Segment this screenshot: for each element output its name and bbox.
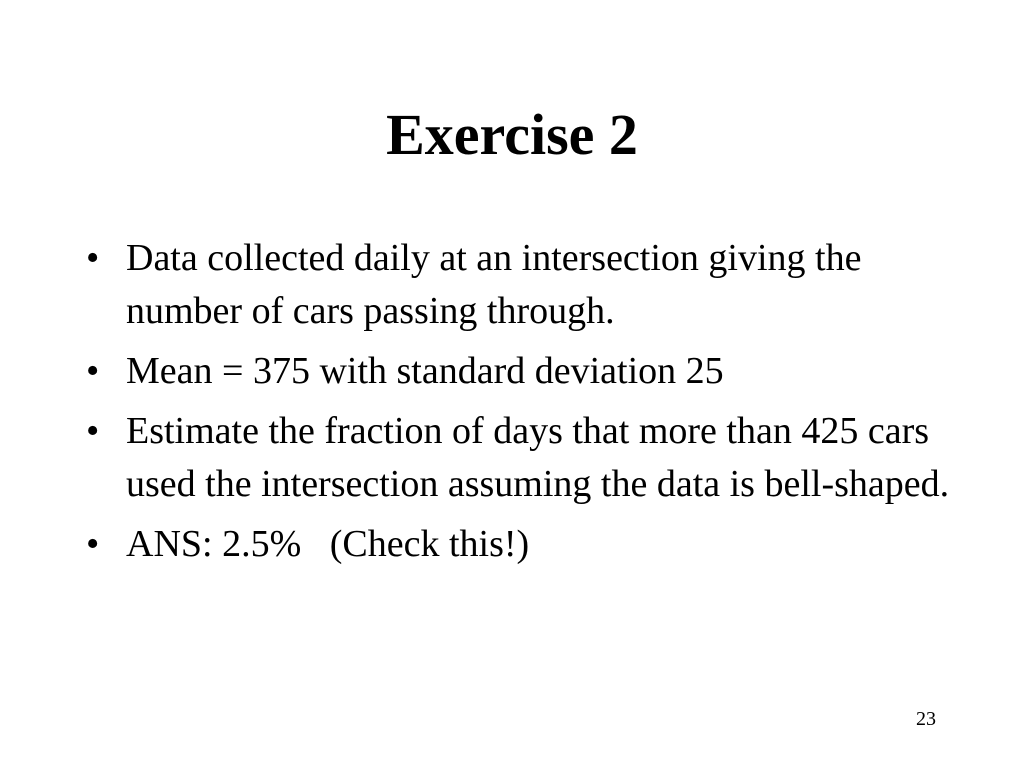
page-number: 23 [916,708,936,730]
bullet-icon: • [86,350,100,392]
bullet-item-answer [86,518,966,571]
bullet-icon: • [86,523,100,565]
bullet-text: Mean = 375 with standard deviation 25 [126,350,724,392]
bullet-icon: • [86,410,100,452]
bullet-item-mean [86,345,966,398]
bullet-icon: • [86,237,100,279]
bullet-text: Estimate the fraction of days that more than 425 cars used the intersection assuming the data is bell-shaped. [126,410,950,505]
bullet-item-data-collected [86,232,966,338]
slide-title: Exercise 2 [386,102,638,167]
bullet-list [86,232,966,578]
bullet-item-estimate [86,405,966,511]
bullet-text: Data collected daily at an intersection giving the number of cars passing through. [126,237,871,332]
bullet-text: ANS: 2.5% (Check this!) [126,523,530,565]
